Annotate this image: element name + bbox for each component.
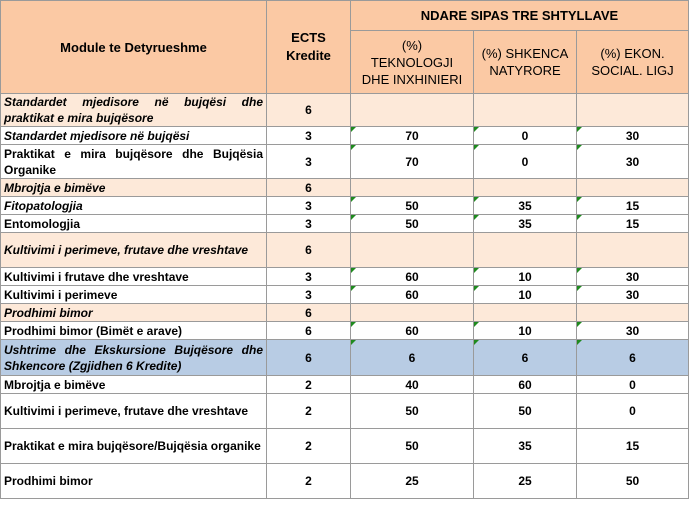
header-ects-line1: ECTS [291, 30, 326, 45]
module-name: Kultivimi i frutave dhe vreshtave [1, 268, 267, 286]
header-col-science-line1: (%) SHKENCA [481, 46, 569, 61]
tech-value-text: 60 [405, 323, 419, 338]
science-value [474, 215, 577, 233]
econ-value [577, 304, 689, 322]
ects-value: 3 [267, 286, 351, 304]
module-name: Mbrojtja e bimëve [1, 376, 267, 394]
tech-value-text: 70 [405, 128, 419, 143]
header-col-tech-line3: DHE INXHINIERI [361, 71, 463, 87]
econ-value-text: 15 [625, 216, 640, 231]
econ-value [577, 197, 689, 215]
tech-value [351, 268, 474, 286]
table-row [1, 394, 689, 429]
tech-value-text: 60 [405, 287, 419, 302]
econ-value: 0 [577, 394, 689, 429]
science-value-text: 10 [518, 287, 532, 302]
ects-value: 3 [267, 197, 351, 215]
cell-marker-icon [474, 215, 479, 220]
table-row [1, 340, 689, 376]
science-value [474, 94, 577, 127]
ects-value: 6 [267, 304, 351, 322]
tech-value: 50 [351, 429, 474, 464]
cell-marker-icon [577, 215, 582, 220]
table-row [1, 429, 689, 464]
header-col-science [474, 31, 577, 94]
module-name: Fitopatologjia [1, 197, 267, 215]
science-value [474, 127, 577, 145]
ects-value: 2 [267, 394, 351, 429]
table-row [1, 304, 689, 322]
cell-marker-icon [351, 215, 356, 220]
cell-marker-icon [474, 340, 479, 345]
table-row [1, 127, 689, 145]
econ-value-text: 30 [625, 287, 640, 302]
ects-value: 3 [267, 127, 351, 145]
module-name: Praktikat e mira bujqësore/Bujqësia organike [1, 429, 267, 464]
table-row [1, 322, 689, 340]
module-name: Standardet mjedisore në bujqësi dhe praktikat e mira bujqësore [1, 94, 267, 127]
econ-value-text: 15 [625, 198, 640, 213]
econ-value [577, 233, 689, 268]
module-name: Praktikat e mira bujqësore dhe Bujqësia Organike [1, 145, 267, 179]
header-col-tech [351, 31, 474, 94]
science-value-text: 10 [518, 269, 532, 284]
econ-value [577, 94, 689, 127]
header-col-econ-line1: (%) EKON. [600, 46, 665, 61]
econ-value [577, 322, 689, 340]
table-row [1, 464, 689, 499]
ects-value: 6 [267, 179, 351, 197]
econ-value: 15 [577, 429, 689, 464]
ects-value: 3 [267, 215, 351, 233]
science-value [474, 322, 577, 340]
tech-value [351, 179, 474, 197]
cell-marker-icon [474, 268, 479, 273]
cell-marker-icon [577, 268, 582, 273]
cell-marker-icon [577, 286, 582, 291]
module-name: Prodhimi bimor (Bimët e arave) [1, 322, 267, 340]
module-name: Entomologjia [1, 215, 267, 233]
econ-value-text: 6 [629, 350, 636, 365]
tech-value: 25 [351, 464, 474, 499]
science-value [474, 286, 577, 304]
science-value [474, 340, 577, 376]
table-row [1, 197, 689, 215]
ects-value: 2 [267, 429, 351, 464]
header-ects [267, 1, 351, 94]
econ-value [577, 179, 689, 197]
table-row [1, 376, 689, 394]
ects-value: 2 [267, 376, 351, 394]
science-value [474, 268, 577, 286]
econ-value [577, 215, 689, 233]
header-ndare: NDARE SIPAS TRE SHTYLLAVE [351, 1, 689, 31]
cell-marker-icon [474, 197, 479, 202]
econ-value-text: 30 [625, 269, 640, 284]
econ-value [577, 268, 689, 286]
tech-value: 50 [351, 394, 474, 429]
module-name: Kultivimi i perimeve, frutave dhe vreshtave [1, 233, 267, 268]
econ-value [577, 286, 689, 304]
tech-value [351, 127, 474, 145]
tech-value [351, 94, 474, 127]
tech-value [351, 286, 474, 304]
header-ects-line2: Kredite [286, 48, 331, 63]
science-value [474, 304, 577, 322]
tech-value-text: 6 [408, 350, 416, 365]
ects-value: 3 [267, 145, 351, 179]
science-value: 60 [474, 376, 577, 394]
tech-value [351, 197, 474, 215]
table-row [1, 94, 689, 127]
tech-value [351, 340, 474, 376]
science-value: 50 [474, 394, 577, 429]
header-col-tech-line2: TEKNOLOGJI [370, 54, 454, 70]
table-row [1, 233, 689, 268]
tech-value [351, 145, 474, 179]
table-row [1, 215, 689, 233]
tech-value [351, 233, 474, 268]
cell-marker-icon [351, 340, 356, 345]
header-col-econ-line2: SOCIAL. LIGJ [591, 63, 674, 78]
cell-marker-icon [474, 322, 479, 327]
tech-value-text: 50 [405, 216, 419, 231]
econ-value: 50 [577, 464, 689, 499]
science-value [474, 197, 577, 215]
cell-marker-icon [474, 127, 479, 132]
module-name: Kultivimi i perimeve, frutave dhe vreshtave [1, 394, 267, 429]
cell-marker-icon [351, 197, 356, 202]
cell-marker-icon [351, 268, 356, 273]
science-value-text: 35 [518, 198, 532, 213]
science-value-text: 6 [521, 350, 529, 365]
tech-value [351, 322, 474, 340]
module-name: Standardet mjedisore në bujqësi [1, 127, 267, 145]
cell-marker-icon [577, 340, 582, 345]
cell-marker-icon [577, 197, 582, 202]
cell-marker-icon [351, 322, 356, 327]
econ-value [577, 340, 689, 376]
cell-marker-icon [474, 145, 479, 150]
science-value-text: 35 [518, 216, 532, 231]
ects-value: 6 [267, 94, 351, 127]
tech-value [351, 215, 474, 233]
table-row [1, 286, 689, 304]
cell-marker-icon [351, 145, 356, 150]
tech-value-text: 60 [405, 269, 419, 284]
cell-marker-icon [577, 127, 582, 132]
science-value-text: 0 [521, 128, 529, 143]
header-col-tech-line1: (%) [401, 37, 423, 53]
tech-value-text: 70 [405, 154, 419, 169]
module-name: Prodhimi bimor [1, 304, 267, 322]
module-name: Kultivimi i perimeve [1, 286, 267, 304]
econ-value [577, 127, 689, 145]
cell-marker-icon [351, 286, 356, 291]
cell-marker-icon [474, 286, 479, 291]
science-value-text: 10 [518, 323, 532, 338]
tech-value [351, 304, 474, 322]
ects-value: 3 [267, 268, 351, 286]
econ-value: 0 [577, 376, 689, 394]
science-value-text: 0 [521, 154, 529, 169]
table-row [1, 145, 689, 179]
science-value [474, 179, 577, 197]
cell-marker-icon [577, 322, 582, 327]
econ-value [577, 145, 689, 179]
ects-value: 6 [267, 340, 351, 376]
science-value: 25 [474, 464, 577, 499]
module-name: Ushtrime dhe Ekskursione Bujqësore dhe Shkencore (Zgjidhen 6 Kredite) [1, 340, 267, 376]
header-col-econ [577, 31, 689, 94]
module-name: Mbrojtja e bimëve [1, 179, 267, 197]
header-module: Module te Detyrueshme [1, 1, 267, 94]
econ-value-text: 30 [625, 128, 640, 143]
cell-marker-icon [351, 127, 356, 132]
science-value [474, 233, 577, 268]
ects-value: 6 [267, 322, 351, 340]
header-col-science-line2: NATYRORE [489, 63, 561, 78]
ects-value: 6 [267, 233, 351, 268]
tech-value-text: 50 [405, 198, 419, 213]
econ-value-text: 30 [625, 323, 640, 338]
econ-value-text: 30 [625, 154, 640, 169]
tech-value: 40 [351, 376, 474, 394]
module-name: Prodhimi bimor [1, 464, 267, 499]
science-value [474, 145, 577, 179]
science-value: 35 [474, 429, 577, 464]
ects-value: 2 [267, 464, 351, 499]
table-row [1, 179, 689, 197]
cell-marker-icon [577, 145, 582, 150]
table-row [1, 268, 689, 286]
